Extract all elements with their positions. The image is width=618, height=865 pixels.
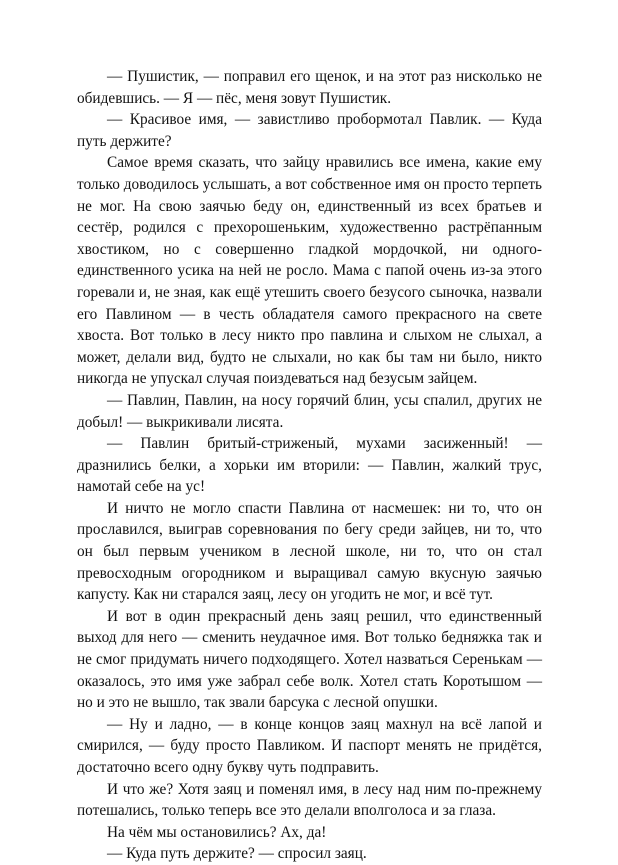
paragraph: — Куда путь держите? — спросил заяц.: [107, 845, 367, 863]
paragraph: — Ну и ладно, — в конце концов заяц махнул на всё лапой и смирился, — буду просто Павликом. И паспорт менять не придётся, достаточно всего одну букву чуть подправить.: [77, 715, 542, 776]
paragraph: — Павлин бритый-стриженый, мухами засиженный! — дразнились белки, а хорьки им вторили: — Павлин, жалкий трус, намотай себе на ус!: [77, 435, 542, 496]
paragraph: На чём мы остановились? Ах, да!: [107, 823, 327, 841]
paragraph: — Пушистик, — поправил его щенок, и на этот раз нисколько не обидевшись. — Я — пёс, меня зовут Пушистик.: [77, 68, 542, 107]
paragraph: И вот в один прекрасный день заяц решил, что единственный выход для него — сменить неудачное имя. Вот только бедняжка так и не смог придумать ничего подходящего. Хотел назваться Серенькам — оказалось, это имя уже забрал себе волк. Хотел стать Коротышом — но и это не вышло, так звали барсука с лесной опушки.: [77, 607, 542, 712]
document-page: [77, 66, 542, 865]
paragraph: И что же? Хотя заяц и поменял имя, в лесу над ним по-прежнему потешались, только теперь все это делали вполголоса и за глаза.: [77, 780, 542, 820]
paragraph: И ничто не могло спасти Павлина от насмешек: ни то, что он прославился, выиграв соревнования по бегу среди зайцев, ни то, что он был первым учеником в лесной школе, ни то, что он стал превосходным огородником и выращивал самую вкусную заячью капусту. Как ни старался заяц, лесу он угодить не мог, и всё тут.: [77, 499, 542, 604]
paragraph: Самое время сказать, что зайцу нравились все имена, какие ему только доводилось услышать, а вот собственное имя он просто терпеть не мог. На свою заячью беду он, единственный из всех братьев и сестёр, родился с прехорошеньким, художественно растрёпанным хвостиком, но с совершенно гладкой мордочкой, ни одного-единственного усика на ней не росло. Мама с папой очень из-за этого горевали и, не зная, как ещё утешить своего безусого сыночка, назвали его Павлином — в честь обладателя самого прекрасного на свете хвоста. Вот только в лесу никто про павлина и слыхом не слыхал, а может, делали вид, будто не слыхали, но как бы там ни было, никто никогда не упускал случая поиздеваться над безусым зайцем.: [77, 154, 542, 388]
paragraph: — Павлин, Павлин, на носу горячий блин, усы спалил, других не добыл! — выкрикивали лисята.: [77, 391, 542, 431]
paragraph: — Красивое имя, — завистливо пробормотал Павлик. — Куда путь держите?: [77, 111, 542, 150]
